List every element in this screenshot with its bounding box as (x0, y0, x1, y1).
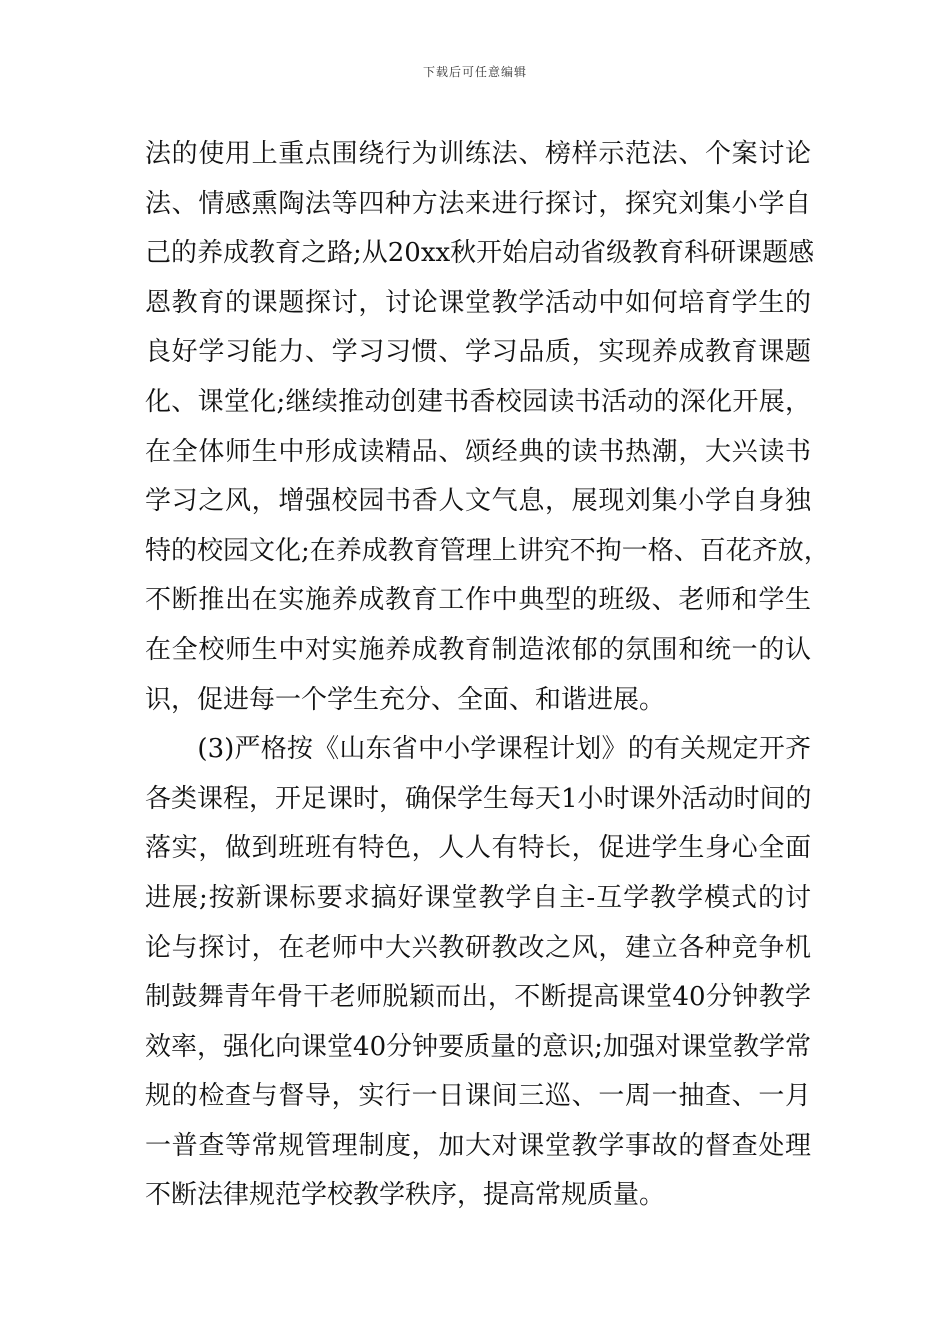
text-line: 不断法律规范学校教学秩序，提高常规质量。 (145, 1180, 666, 1211)
text-line: 在全体师生中形成读精品、颂经典的读书热潮，大兴读书 (145, 436, 811, 467)
text-line: 制鼓舞青年骨干老师脱颖而出，不断提高课堂40分钟教学 (145, 982, 811, 1013)
text-line: 学习之风，增强校园书香人文气息，展现刘集小学自身独 (145, 486, 811, 517)
text-line: 一普查等常规管理制度，加大对课堂教学事故的督查处理 (145, 1130, 811, 1161)
text-line: (3)严格按《山东省中小学课程计划》的有关规定开齐 (145, 734, 811, 765)
text-line: 进展;按新课标要求搞好课堂教学自主-互学教学模式的讨 (145, 882, 811, 913)
text-line: 法、情感熏陶法等四种方法来进行探讨，探究刘集小学自 (145, 188, 811, 219)
text-line: 特的校园文化;在养成教育管理上讲究不拘一格、百花齐放， (145, 535, 830, 566)
text-line: 规的检查与督导，实行一日课间三巡、一周一抽查、一月 (145, 1081, 811, 1112)
text-line: 良好学习能力、学习习惯、学习品质，实现养成教育课题 (145, 337, 811, 368)
text-line: 效率，强化向课堂40分钟要质量的意识;加强对课堂教学常 (145, 1031, 811, 1062)
text-line: 化、课堂化;继续推动创建书香校园读书活动的深化开展， (145, 386, 811, 417)
text-line: 恩教育的课题探讨，讨论课堂教学活动中如何培育学生的 (145, 287, 811, 318)
text-line: 识，促进每一个学生充分、全面、和谐进展。 (145, 684, 666, 715)
text-line: 在全校师生中对实施养成教育制造浓郁的氛围和统一的认 (145, 634, 811, 665)
document-body (145, 130, 830, 1221)
page-header-note: 下载后可任意编辑 (422, 65, 527, 79)
text-line: 落实，做到班班有特色，人人有特长，促进学生身心全面 (145, 833, 811, 864)
text-line: 各类课程，开足课时，确保学生每天1小时课外活动时间的 (145, 783, 812, 814)
text-line: 己的养成教育之路;从20xx秋开始启动省级教育科研课题感 (145, 238, 815, 269)
text-line: 法的使用上重点围绕行为训练法、榜样示范法、个案讨论 (145, 139, 811, 169)
text-line: 论与探讨，在老师中大兴教研教改之风，建立各种竞争机 (145, 932, 811, 963)
text-line: 不断推出在实施养成教育工作中典型的班级、老师和学生 (145, 585, 811, 616)
